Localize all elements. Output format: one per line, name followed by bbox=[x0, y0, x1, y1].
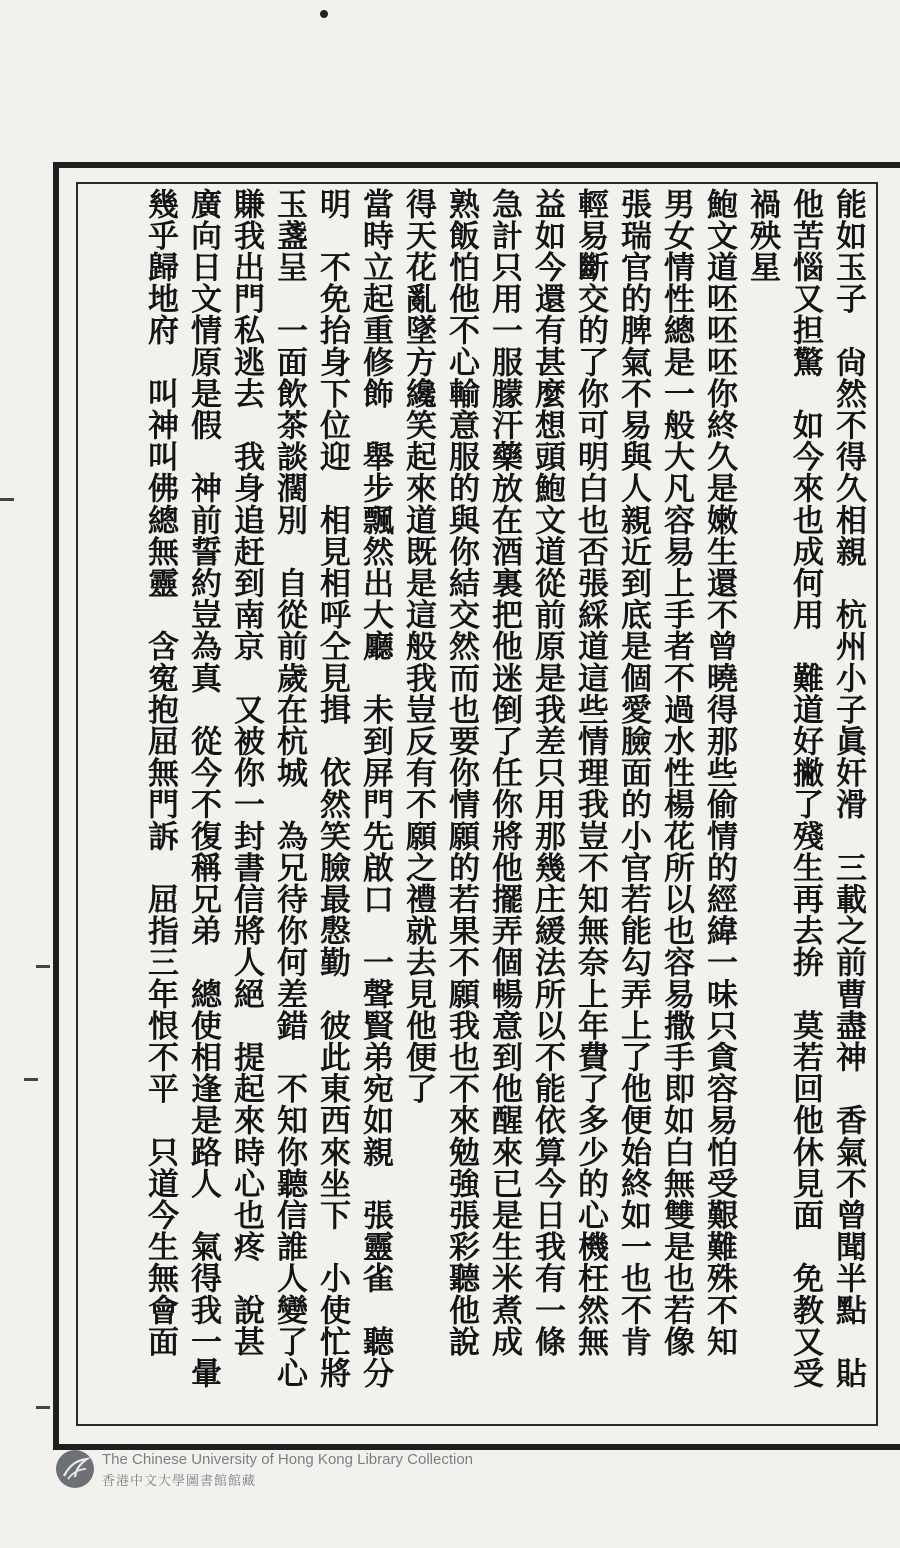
text-column: 廣向日文情原是假 神前誓約豈為真 從今不復稱兄弟 總使相逢是路人 氣得我一暈 bbox=[185, 188, 221, 1389]
text-column: 熟飯怕他不心輸意服的與你結交然而也要你情願的若果不願我也不來勉強張彩聽他說 bbox=[443, 188, 479, 1358]
text-column: 賺我出門私逃去 我身追赶到南京 又被你一封書信將人絕 提起來時心也疼 說甚 bbox=[228, 188, 264, 1358]
vertical-text-columns bbox=[138, 188, 869, 1418]
watermark-english: The Chinese University of Hong Kong Library Collection bbox=[102, 1451, 474, 1468]
text-column: 男女情性總是一般大凡容易上手者不過水性楊花所以也容易撒手即如白無雙是也若像 bbox=[658, 188, 694, 1358]
sewing-mark bbox=[24, 1078, 38, 1081]
text-column: 益如今還有甚麼想頭鮑文道從前原是我差只用那幾庄緩法所以不能依算今日我有一條 bbox=[529, 188, 565, 1358]
text-body bbox=[84, 188, 869, 1418]
cuhk-logo-icon bbox=[56, 1450, 94, 1488]
watermark-chinese: 香港中文大學圖書館館藏 bbox=[102, 1474, 257, 1489]
text-column: 明 不免抬身下位迎 相見相呼仝見揖 依然笑臉最慇勤 彼此東西來坐下 小使忙將 bbox=[314, 188, 350, 1389]
sewing-mark bbox=[36, 965, 50, 968]
text-column: 急計只用一服朦汗藥放在酒裏把他迷倒了任你將他擺弄個暢意到他醒來已是生米煮成 bbox=[486, 188, 522, 1358]
text-column: 玉盞呈 一面飲茶談濶別 自從前歲在杭城 為兄待你何差錯 不知你聽信誰人變了心 bbox=[271, 188, 307, 1389]
library-watermark bbox=[56, 1448, 556, 1492]
binding-line bbox=[876, 182, 878, 1426]
sewing-mark bbox=[0, 498, 14, 501]
text-column: 幾乎歸地府 叫神叫佛總無靈 含寃抱屈無門訴 屈指三年恨不平 只道今生無會面 bbox=[142, 188, 178, 1358]
text-column: 他苦惱又担驚 如今來也成何用 難道好撇了殘生再去拚 莫若回他休見面 免教又受 bbox=[787, 188, 823, 1389]
text-column: 當時立起重修飾 舉步飄然出大廳 未到屏門先啟口 一聲賢弟宛如親 張靈雀 聽分 bbox=[357, 188, 393, 1389]
ink-dot bbox=[320, 10, 328, 18]
text-column: 得天花亂墜方纔笑起來道既是這般我豈反有不願之禮就去見他便了 bbox=[400, 188, 436, 1105]
sewing-mark bbox=[36, 1406, 50, 1409]
text-column: 禍殃星 bbox=[744, 188, 780, 283]
text-column: 鮑文道呸呸呸你終久是嫩生還不曾曉得那些偷情的經緯一味只貪容易怕受艱難殊不知 bbox=[701, 188, 737, 1358]
text-column: 能如玉子 尙然不得久相親 杭州小子眞奸滑 三載之前曹盡神 香氣不曾聞半點 貼 bbox=[830, 188, 866, 1389]
text-column: 張瑞官的脾氣不易與人親近到底是個愛臉面的小官若能勾弄上了他便始終如一也不肯 bbox=[615, 188, 651, 1358]
text-column: 輕易斷交的了你可明白也否張綵道這些情理我豈不知無奈上年費了多少的心機枉然無 bbox=[572, 188, 608, 1358]
